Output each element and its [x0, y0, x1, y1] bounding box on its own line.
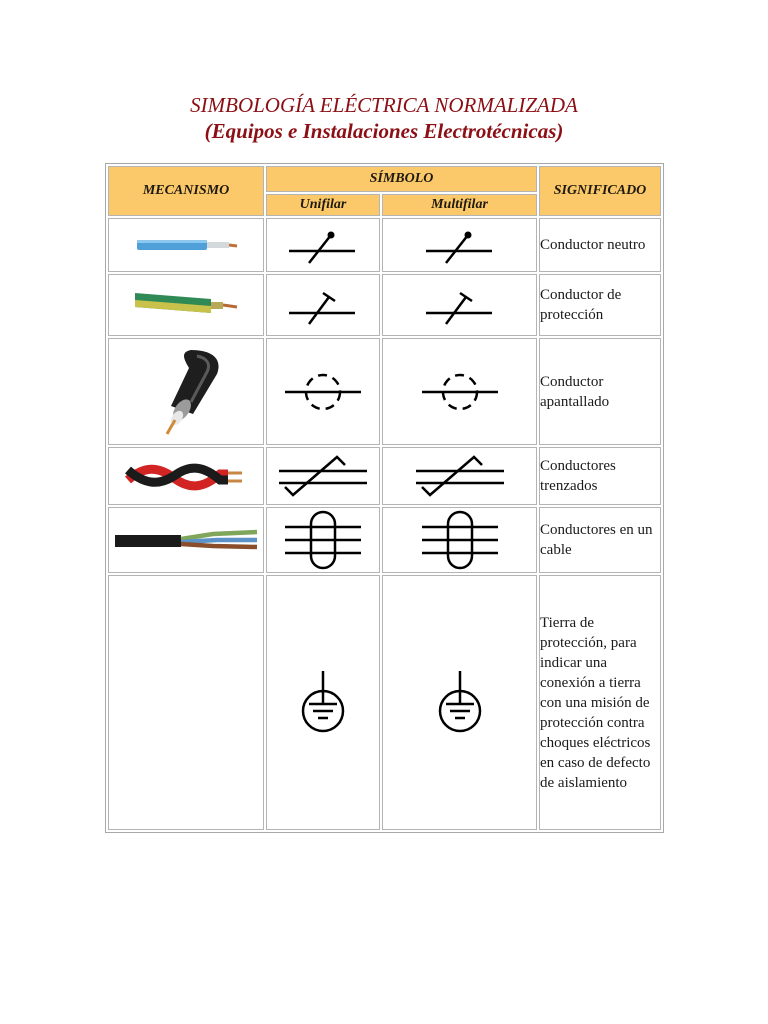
- green-yellow-wire-image: [131, 285, 241, 325]
- table-row: [108, 338, 661, 445]
- neutral-conductor-symbol: [420, 225, 500, 265]
- mechanism-cell: [108, 218, 264, 272]
- header-multifilar: Multifilar: [382, 194, 537, 216]
- header-simbolo: SÍMBOLO: [266, 166, 537, 192]
- multifilar-symbol-cell: [382, 218, 537, 272]
- table-row: [108, 575, 661, 830]
- unifilar-symbol-cell: [266, 447, 380, 505]
- meaning-cell: Tierra de protección, para indicar una conexión a tierra con una misión de protección contra choques eléctricos en caso de defecto de aislamiento: [539, 575, 661, 830]
- mechanism-cell: [108, 338, 264, 445]
- page-title: SIMBOLOGÍA ELÉCTRICA NORMALIZADA: [190, 93, 578, 117]
- shielded-conductor-symbol: [281, 367, 365, 417]
- table-row: [108, 507, 661, 573]
- table-row: [108, 218, 661, 272]
- meaning-cell: Conductores en un cable: [539, 507, 661, 573]
- protective-earth-symbol: [430, 667, 490, 739]
- table-row: [108, 274, 661, 336]
- title-block: [0, 92, 768, 144]
- unifilar-symbol-cell: [266, 274, 380, 336]
- protective-earth-symbol: [293, 667, 353, 739]
- meaning-cell: Conductor de protección: [539, 274, 661, 336]
- mechanism-cell: [108, 274, 264, 336]
- cable-conductors-symbol: [281, 509, 365, 571]
- protection-conductor-symbol: [420, 285, 500, 325]
- multicore-cable-image: [113, 520, 259, 560]
- multifilar-symbol-cell: [382, 507, 537, 573]
- unifilar-symbol-cell: [266, 218, 380, 272]
- page-subtitle: (Equipos e Instalaciones Electrotécnicas): [204, 119, 564, 143]
- header-mecanismo: MECANISMO: [108, 166, 264, 216]
- unifilar-symbol-cell: [266, 338, 380, 445]
- mechanism-cell: [108, 507, 264, 573]
- multifilar-symbol-cell: [382, 338, 537, 445]
- blue-wire-image: [131, 232, 241, 258]
- neutral-conductor-symbol: [283, 225, 363, 265]
- table-row: [108, 447, 661, 505]
- multifilar-symbol-cell: [382, 274, 537, 336]
- meaning-cell: Conductor neutro: [539, 218, 661, 272]
- unifilar-symbol-cell: [266, 575, 380, 830]
- mechanism-cell: [108, 447, 264, 505]
- twisted-conductors-symbol: [412, 451, 508, 501]
- twisted-conductors-symbol: [275, 451, 371, 501]
- symbol-table: [105, 163, 664, 833]
- coaxial-cable-image: [131, 344, 241, 440]
- protection-conductor-symbol: [283, 285, 363, 325]
- multifilar-symbol-cell: [382, 575, 537, 830]
- shielded-conductor-symbol: [418, 367, 502, 417]
- mechanism-cell: [108, 575, 264, 830]
- cable-conductors-symbol: [418, 509, 502, 571]
- header-unifilar: Unifilar: [266, 194, 380, 216]
- unifilar-symbol-cell: [266, 507, 380, 573]
- twisted-wires-image: [124, 456, 248, 496]
- meaning-cell: Conductor apantallado: [539, 338, 661, 445]
- meaning-cell: Conductores trenzados: [539, 447, 661, 505]
- multifilar-symbol-cell: [382, 447, 537, 505]
- header-significado: SIGNIFICADO: [539, 166, 661, 216]
